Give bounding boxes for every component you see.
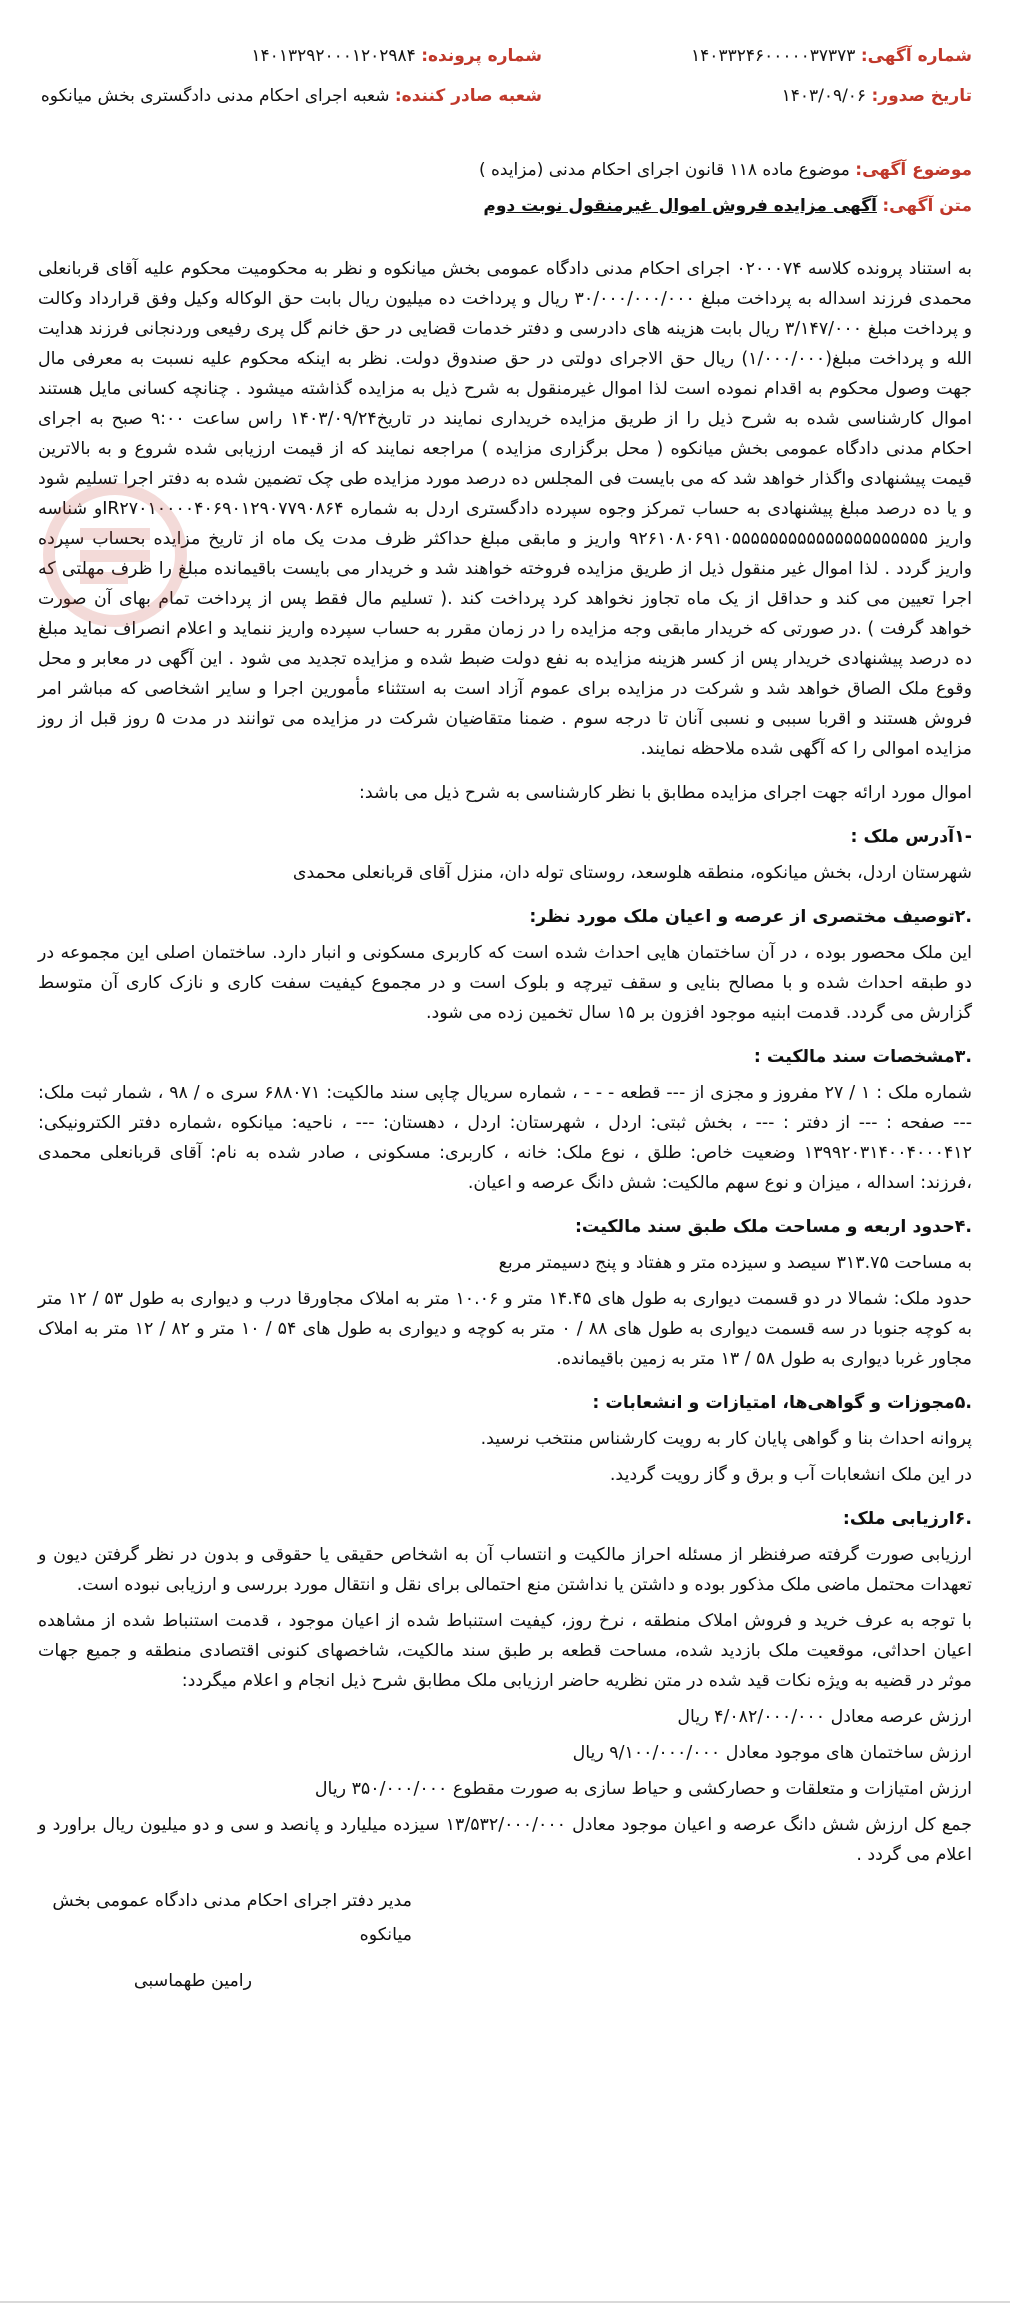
section-6-text-1: ارزیابی صورت گرفته صرفنظر از مسئله احراز مالکیت و انتساب آن به اشخاص حقیقی یا حقوقی و بدون در نظر گرفتن دیون و تعهدات محتمل ماضی ملک مذکور بوده و داشتن یا نداشتن منع احتمالی برای نقل و انتقال مورد بررسی و ارزیابی نبوده است.: [38, 1545, 972, 1595]
section-4-area: به مساحت ۳۱۳.۷۵ سیصد و سیزده متر و هفتاد و پنج دسیمتر مربع: [498, 1253, 972, 1273]
section-6-heading: .۶ارزیابی ملک:: [842, 1509, 972, 1529]
signature-name: رامین طهماسبی: [133, 1971, 252, 1991]
case-number-label: شماره پرونده:: [421, 46, 542, 66]
value-extras: ارزش امتیازات و متعلقات و حصارکشی و حیاط سازی به صورت مقطوع ۳۵۰/۰۰۰/۰۰۰ ریال: [314, 1779, 972, 1799]
section-3-text: شماره ملک : ۱ / ۲۷ مفروز و مجزی از --- قطعه - - - ، شماره سریال چاپی سند مالکیت: ۶۸۸۰۷۱ سری ه / ۹۸ ، شمار ثبت ملک: --- صفحه : --- از دفتر : --- ، بخش ثبتی: اردل ، شهرستان: اردل ، دهستان: --- ، ناحیه: میانکوه ،شماره دفتر الکترونیکی: ۱۳۹۹۲۰۳۱۴۰۰۴۰۰۰۴۱۲ وضعیت خاص: طلق ، نوع ملک: خانه ، کاربری: مسکونی ، صادر شده به نام: آقای قربانعلی محمدی ،فرزند: اسداله ، میزان و نوع سهم مالکیت: شش دانگ عرصه و اعیان.: [38, 1083, 972, 1193]
section-1-text: شهرستان اردل، بخش میانکوه، منطقه هلوسعد، روستای توله دان، منزل آقای قربانعلی محمدی: [292, 863, 972, 883]
header-row-issue: [38, 76, 972, 116]
section-5-heading: .۵مجوزات و گواهی‌ها، امتیازات و انشعابات :: [592, 1393, 972, 1413]
issuer-label: شعبه صادر کننده:: [394, 86, 542, 106]
issuer: [41, 76, 542, 116]
subject-row: [38, 152, 972, 188]
value-total: جمع کل ارزش شش دانگ عرصه و اعیان موجود معادل ۱۳/۵۳۲/۰۰۰/۰۰۰ سیزده میلیارد و پانصد و سی و دو میلیون ریال براورد و اعلام می گردد .: [38, 1815, 972, 1865]
value-land: ارزش عرصه معادل ۴/۰۸۲/۰۰۰/۰۰۰ ریال: [677, 1707, 972, 1727]
section-5-text-2: در این ملک انشعابات آب و برق و گاز رویت گردید.: [609, 1465, 972, 1485]
text-title-row: [38, 188, 972, 224]
section-2-text: این ملک محصور بوده ، در آن ساختمان هایی احداث شده است که کاربری مسکونی و انبار دارد. ساختمان اصلی این مجموعه در دو طبقه احداث شده و با مصالح بنایی و سقف تیرچه و بلوک است و در مجموع کیفیت سفت کاری و نازک کاری آن متوسط گزارش می گردد. قدمت ابنیه موجود افزون بر ۱۵ سال تخمین زده می شود.: [38, 943, 972, 1023]
intro-paragraph: به استناد پرونده کلاسه ۰۲۰۰۰۷۴ اجرای احکام مدنی دادگاه عمومی بخش میانکوه و نظر به محکومیت محکوم علیه آقای قربانعلی محمدی فرزند اسداله به پرداخت مبلغ ۳۰/۰۰۰/۰۰۰/۰۰۰ ریال و پرداخت ده میلیون ریال بابت حق الوکاله وکیل وفق قرارداد وکالت و پرداخت مبلغ ۳/۱۴۷/۰۰۰ ریال بابت هزینه های دادرسی و دفتر خدمات قضایی در حق خانم گل پری رفیعی وردنجانی فرزند هدایت الله و پرداخت مبلغ(۱/۰۰۰/۰۰۰) ریال حق الاجرای دولتی در حق صندوق دولت. نظر به اینکه محکوم علیه نسبت به معرفی مال جهت وصول محکوم به اقدام نموده است لذا اموال غیرمنقول به شرح ذیل به مزایده گذاشته میشود . چنانچه کسانی مایل هستند اموال کارشناسی شده به شرح ذیل را از طریق مزایده خریداری نمایند در تاریخ۱۴۰۳/۰۹/۲۴ راس ساعت ۹:۰۰ صبح به اجرای احکام مدنی دادگاه عمومی بخش میانکوه ( محل برگزاری مزایده ) مراجعه نمایند که از قیمت ارزیابی شده شروع و به بالاترین قیمت پیشنهادی واگذار خواهد شد که می بایست فی المجلس ده درصد مورد مزایده طی چک تضمین شده به دفتر اجرا تسلیم شود و یا ده درصد مبلغ پیشنهادی به حساب تمرکز وجوه سپرده دادگستری اردل به شماره IR۲۷۰۱۰۰۰۰۴۰۶۹۰۱۲۹۰۷۷۹۰۸۶۴و شناسه واریز ۹۲۶۱۰۸۰۶۹۱۰۵۵۵۵۵۵۵۵۵۵۵۵۵۵۵۵۵۵۵۵۵ واریز و مابقی مبلغ حداکثر ظرف مدت یک ماه از تاریخ مزایده بحساب سپرده واریز گردد . لذا اموال غیر منقول ذیل از طریق مزایده فروخته خواهند شد و خریدار می بایست باقیمانده مبلغ را ظرف مهلتی که اجرا تعیین می کند و حداقل از یک ماه تجاوز نخواهد کرد پرداخت کند .( تسلیم مال فقط پس از پرداخت تمام بهای آن صورت خواهد گرفت ) .در صورتی که خریدار مابقی وجه مزایده را در زمان مقرر به حساب سپرده واریز ننماید و اعلام انصراف نماید مبلغ ده درصد پیشنهادی خریدار پس از کسر هزینه مزایده به نفع دولت ضبط شده و مزایده تجدید می شود . این آگهی در معابر و محل وقوع ملک الصاق خواهد شد و شرکت در مزایده برای عموم آزاد است به استثناء مأمورین اجرا و سایر اشخاصی که مباشر امر فروش هستند و اقربا سببی و نسبی آنان تا درجه سوم . ضمنا متقاضیان شرکت در مزایده می توانند در مدت ۵ روز قبل از روز مزایده اموالی را که آگهی شده ملاحظه نمایند.: [38, 259, 973, 759]
ad-number: [691, 36, 972, 76]
header-row-numbers: [38, 36, 972, 76]
value-buildings: ارزش ساختمان های موجود معادل ۹/۱۰۰/۰۰۰/۰۰۰ ریال: [572, 1743, 972, 1763]
case-number: [251, 36, 542, 76]
issue-date: [782, 76, 972, 116]
issue-date-label: تاریخ صدور:: [871, 86, 972, 106]
issue-date-value: ۱۴۰۳/۰۹/۰۶: [781, 86, 867, 106]
subject-value: موضوع ماده ۱۱۸ قانون اجرای احکام مدنی (مزایده ): [478, 160, 850, 180]
section-5-text-1: پروانه احداث بنا و گواهی پایان کار به رویت کارشناس منتخب نرسید.: [480, 1429, 972, 1449]
section-6-text-2: با توجه به عرف خرید و فروش املاک منطقه ، نرخ روز، کیفیت استنباط شده از اعیان موجود ، قدمت استنباط شده از مشاهده اعیان احداثی، موقعیت ملک بازدید شده، مساحت قطعه بر طبق سند مالکیت، شاخصهای کنونی اقتصادی منطقه و جمیع جهات موثر در قضیه به ویژه نکات قید شده در متن نظریه حاضر ارزیابی ملک مطابق شرح ذیل انجام و اعلام میگردد:: [38, 1611, 972, 1691]
text-label: متن آگهی:: [882, 196, 972, 216]
bottom-divider: [0, 2301, 1010, 2303]
ad-number-value: ۱۴۰۳۳۲۴۶۰۰۰۰۰۳۷۳۷۳: [691, 46, 856, 66]
signature-office: مدیر دفتر اجرای احکام مدنی دادگاه عمومی بخش میانکوه: [52, 1891, 412, 1945]
ad-number-label: شماره آگهی:: [860, 46, 972, 66]
issuer-value: شعبه اجرای احکام مدنی دادگستری بخش میانکوه: [40, 86, 390, 106]
case-number-value: ۱۴۰۱۳۲۹۲۰۰۰۱۲۰۲۹۸۴: [251, 46, 416, 66]
subject-label: موضوع آگهی:: [855, 160, 972, 180]
section-3-heading: .۳مشخصات سند مالکیت :: [753, 1047, 972, 1067]
notice-title: آگهی مزایده فروش اموال غیرمنقول نوبت دوم: [483, 196, 877, 216]
section-4-bounds: حدود ملک: شمالا در دو قسمت دیواری به طول های ۱۴.۴۵ متر و ۱۰.۰۶ متر به املاک مجاورقا درب و دیواری به طول ۵۳ / ۱۲ متر به کوچه جنوبا در سه قسمت دیواری به طول های ۸۸ / ۰ متر به کوچه و دیواری به طول های ۵۴ / ۱۰ متر و ۸۲ / ۱۲ متر به املاک مجاور غربا دیواری به طول ۵۸ / ۱۳ متر به زمین باقیمانده.: [38, 1289, 973, 1369]
signature-block: [38, 1884, 972, 1998]
section-2-heading: .۲توصیف مختصری از عرصه و اعیان ملک مورد نظر:: [529, 907, 972, 927]
section-1-heading: -۱آدرس ملک :: [850, 827, 972, 847]
notice-body: [38, 254, 972, 1870]
section-4-heading: .۴حدود اربعه و مساحت ملک طبق سند مالکیت:: [574, 1217, 972, 1237]
items-intro: اموال مورد ارائه جهت اجرای مزایده مطابق با نظر کارشناسی به شرح ذیل می باشد:: [359, 783, 972, 803]
